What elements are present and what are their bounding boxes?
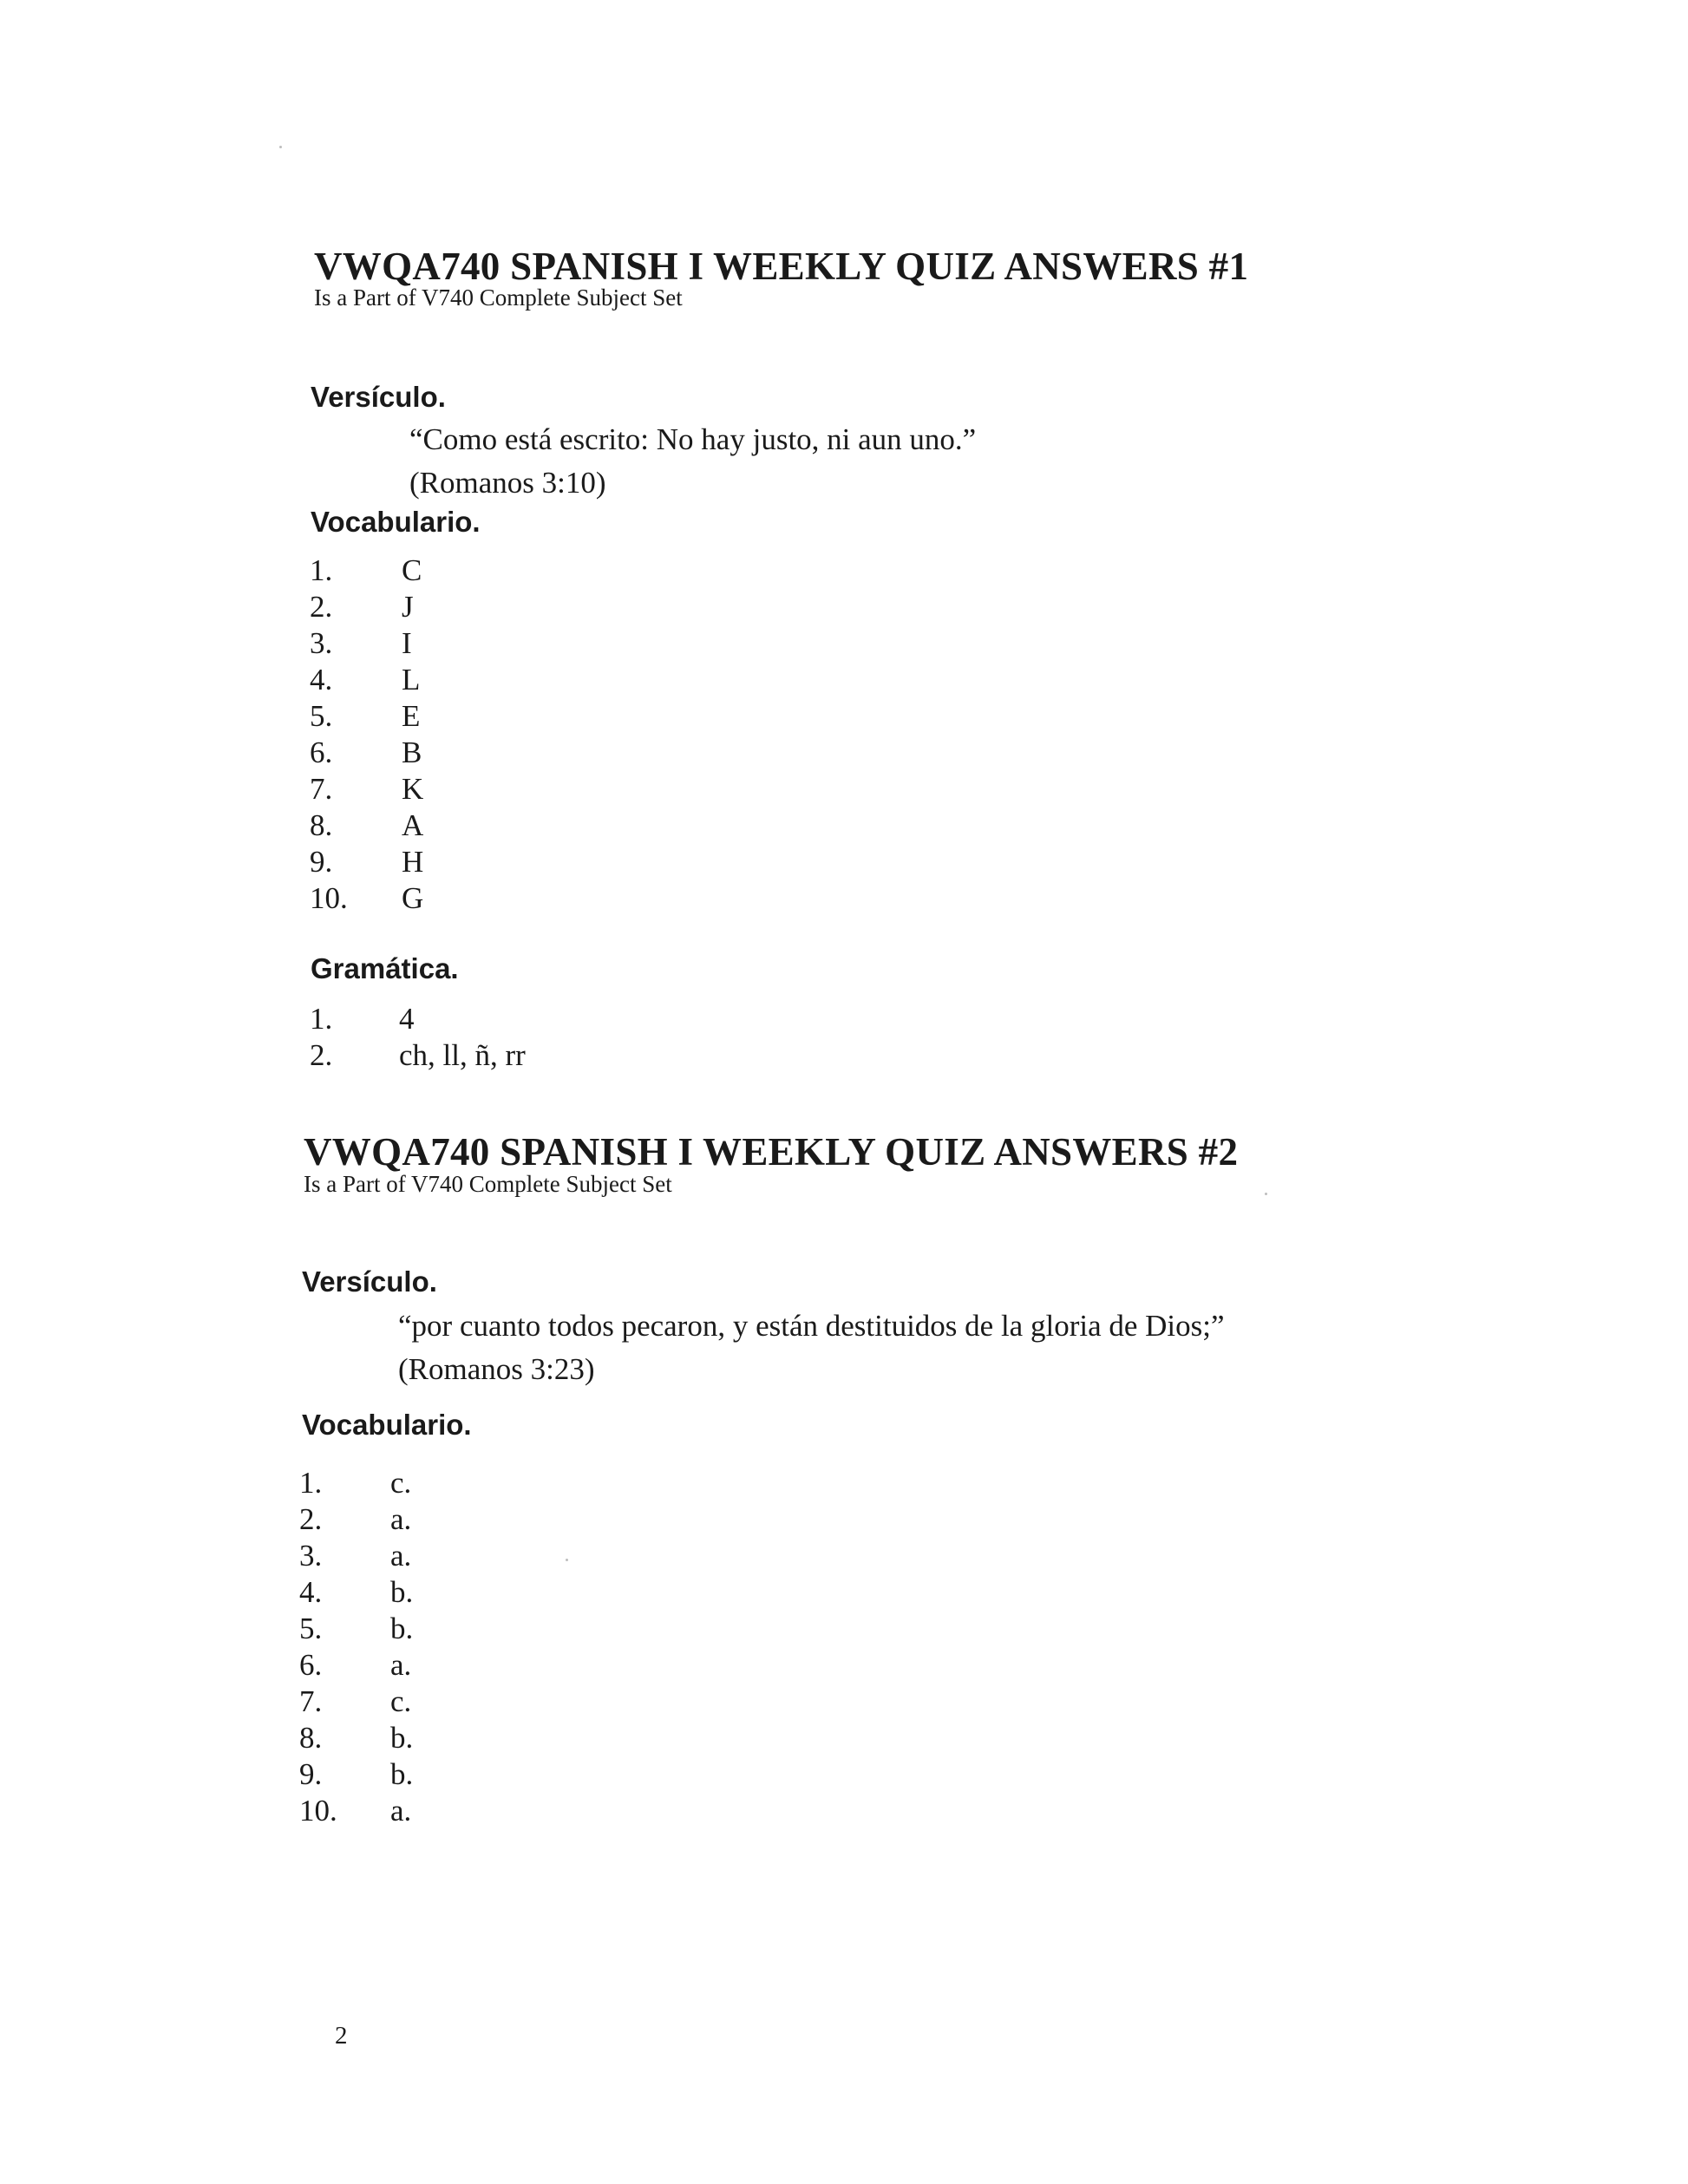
verse-reference: (Romanos 3:23) <box>398 1352 595 1386</box>
question-number: 7. <box>299 1684 323 1718</box>
answer-row <box>299 1720 559 1756</box>
answer-value: L <box>402 663 421 696</box>
answer-row <box>299 1501 559 1538</box>
answer-value: I <box>402 626 412 660</box>
question-number: 2. <box>299 1502 323 1536</box>
question-number: 2. <box>310 1038 333 1072</box>
question-number: 1. <box>299 1466 323 1500</box>
question-number: 3. <box>310 626 333 660</box>
question-number: 4. <box>310 663 333 696</box>
question-number: 2. <box>310 590 333 624</box>
answer-value: c. <box>390 1684 412 1718</box>
answer-value: a. <box>390 1794 412 1828</box>
answer-value: a. <box>390 1539 412 1573</box>
quiz-2-verse <box>398 1305 1225 1391</box>
answer-value: A <box>402 808 424 842</box>
quiz-2-vocabulario-heading: Vocabulario. <box>302 1409 472 1441</box>
question-number: 9. <box>299 1757 323 1791</box>
answer-row <box>299 1647 559 1684</box>
quiz-1-subtitle: Is a Part of V740 Complete Subject Set <box>314 284 683 311</box>
scan-speck <box>1265 1193 1267 1195</box>
scan-speck <box>279 146 282 148</box>
answer-value: E <box>402 699 421 733</box>
question-number: 10. <box>299 1794 337 1828</box>
page-number: 2 <box>335 2022 348 2050</box>
answer-row <box>299 1574 559 1611</box>
question-number: 10. <box>310 881 348 915</box>
answer-row <box>299 1611 559 1647</box>
question-number: 5. <box>299 1612 323 1645</box>
question-number: 6. <box>299 1648 323 1682</box>
question-number: 4. <box>299 1575 323 1609</box>
answer-row <box>299 1756 559 1793</box>
answer-value: c. <box>390 1466 412 1500</box>
quiz-1-gramatica-heading: Gramática. <box>311 952 459 984</box>
answer-value: J <box>402 590 414 624</box>
answer-value: G <box>402 881 424 915</box>
answer-value: ch, ll, ñ, rr <box>399 1038 526 1072</box>
answer-row <box>299 1538 559 1574</box>
answer-value: 4 <box>399 1002 415 1036</box>
answer-row <box>299 1793 559 1829</box>
answer-row <box>299 1465 559 1501</box>
answer-value: K <box>402 772 424 806</box>
answer-value: a. <box>390 1648 412 1682</box>
question-number: 3. <box>299 1539 323 1573</box>
question-number: 8. <box>310 808 333 842</box>
answer-value: b. <box>390 1575 414 1609</box>
question-number: 5. <box>310 699 333 733</box>
answer-value: B <box>402 736 422 769</box>
quiz-1-versiculo-heading: Versículo. <box>311 381 446 413</box>
question-number: 8. <box>299 1721 323 1755</box>
question-number: 1. <box>310 1002 333 1036</box>
answer-value: H <box>402 845 424 879</box>
verse-line: “Como está escrito: No hay justo, ni aun uno.” <box>409 422 977 456</box>
answer-value: b. <box>390 1612 414 1645</box>
answer-value: C <box>402 553 422 587</box>
quiz-1-vocabulario-heading: Vocabulario. <box>311 506 481 538</box>
quiz-2-subtitle: Is a Part of V740 Complete Subject Set <box>304 1171 672 1197</box>
quiz-2-vocabulario-list <box>299 1465 559 1829</box>
verse-reference: (Romanos 3:10) <box>409 466 606 500</box>
answer-value: a. <box>390 1502 412 1536</box>
answer-value: b. <box>390 1721 414 1755</box>
quiz-1-title: VWQA740 SPANISH I WEEKLY QUIZ ANSWERS #1 <box>314 245 1249 288</box>
question-number: 1. <box>310 553 333 587</box>
question-number: 6. <box>310 736 333 769</box>
answer-value: b. <box>390 1757 414 1791</box>
question-number: 9. <box>310 845 333 879</box>
quiz-2-versiculo-heading: Versículo. <box>302 1265 437 1298</box>
verse-line: “por cuanto todos pecaron, y están destituidos de la gloria de Dios;” <box>398 1309 1225 1343</box>
quiz-2-title: VWQA740 SPANISH I WEEKLY QUIZ ANSWERS #2 <box>304 1130 1239 1174</box>
question-number: 7. <box>310 772 333 806</box>
scan-speck <box>566 1559 568 1561</box>
answer-row <box>299 1684 559 1720</box>
